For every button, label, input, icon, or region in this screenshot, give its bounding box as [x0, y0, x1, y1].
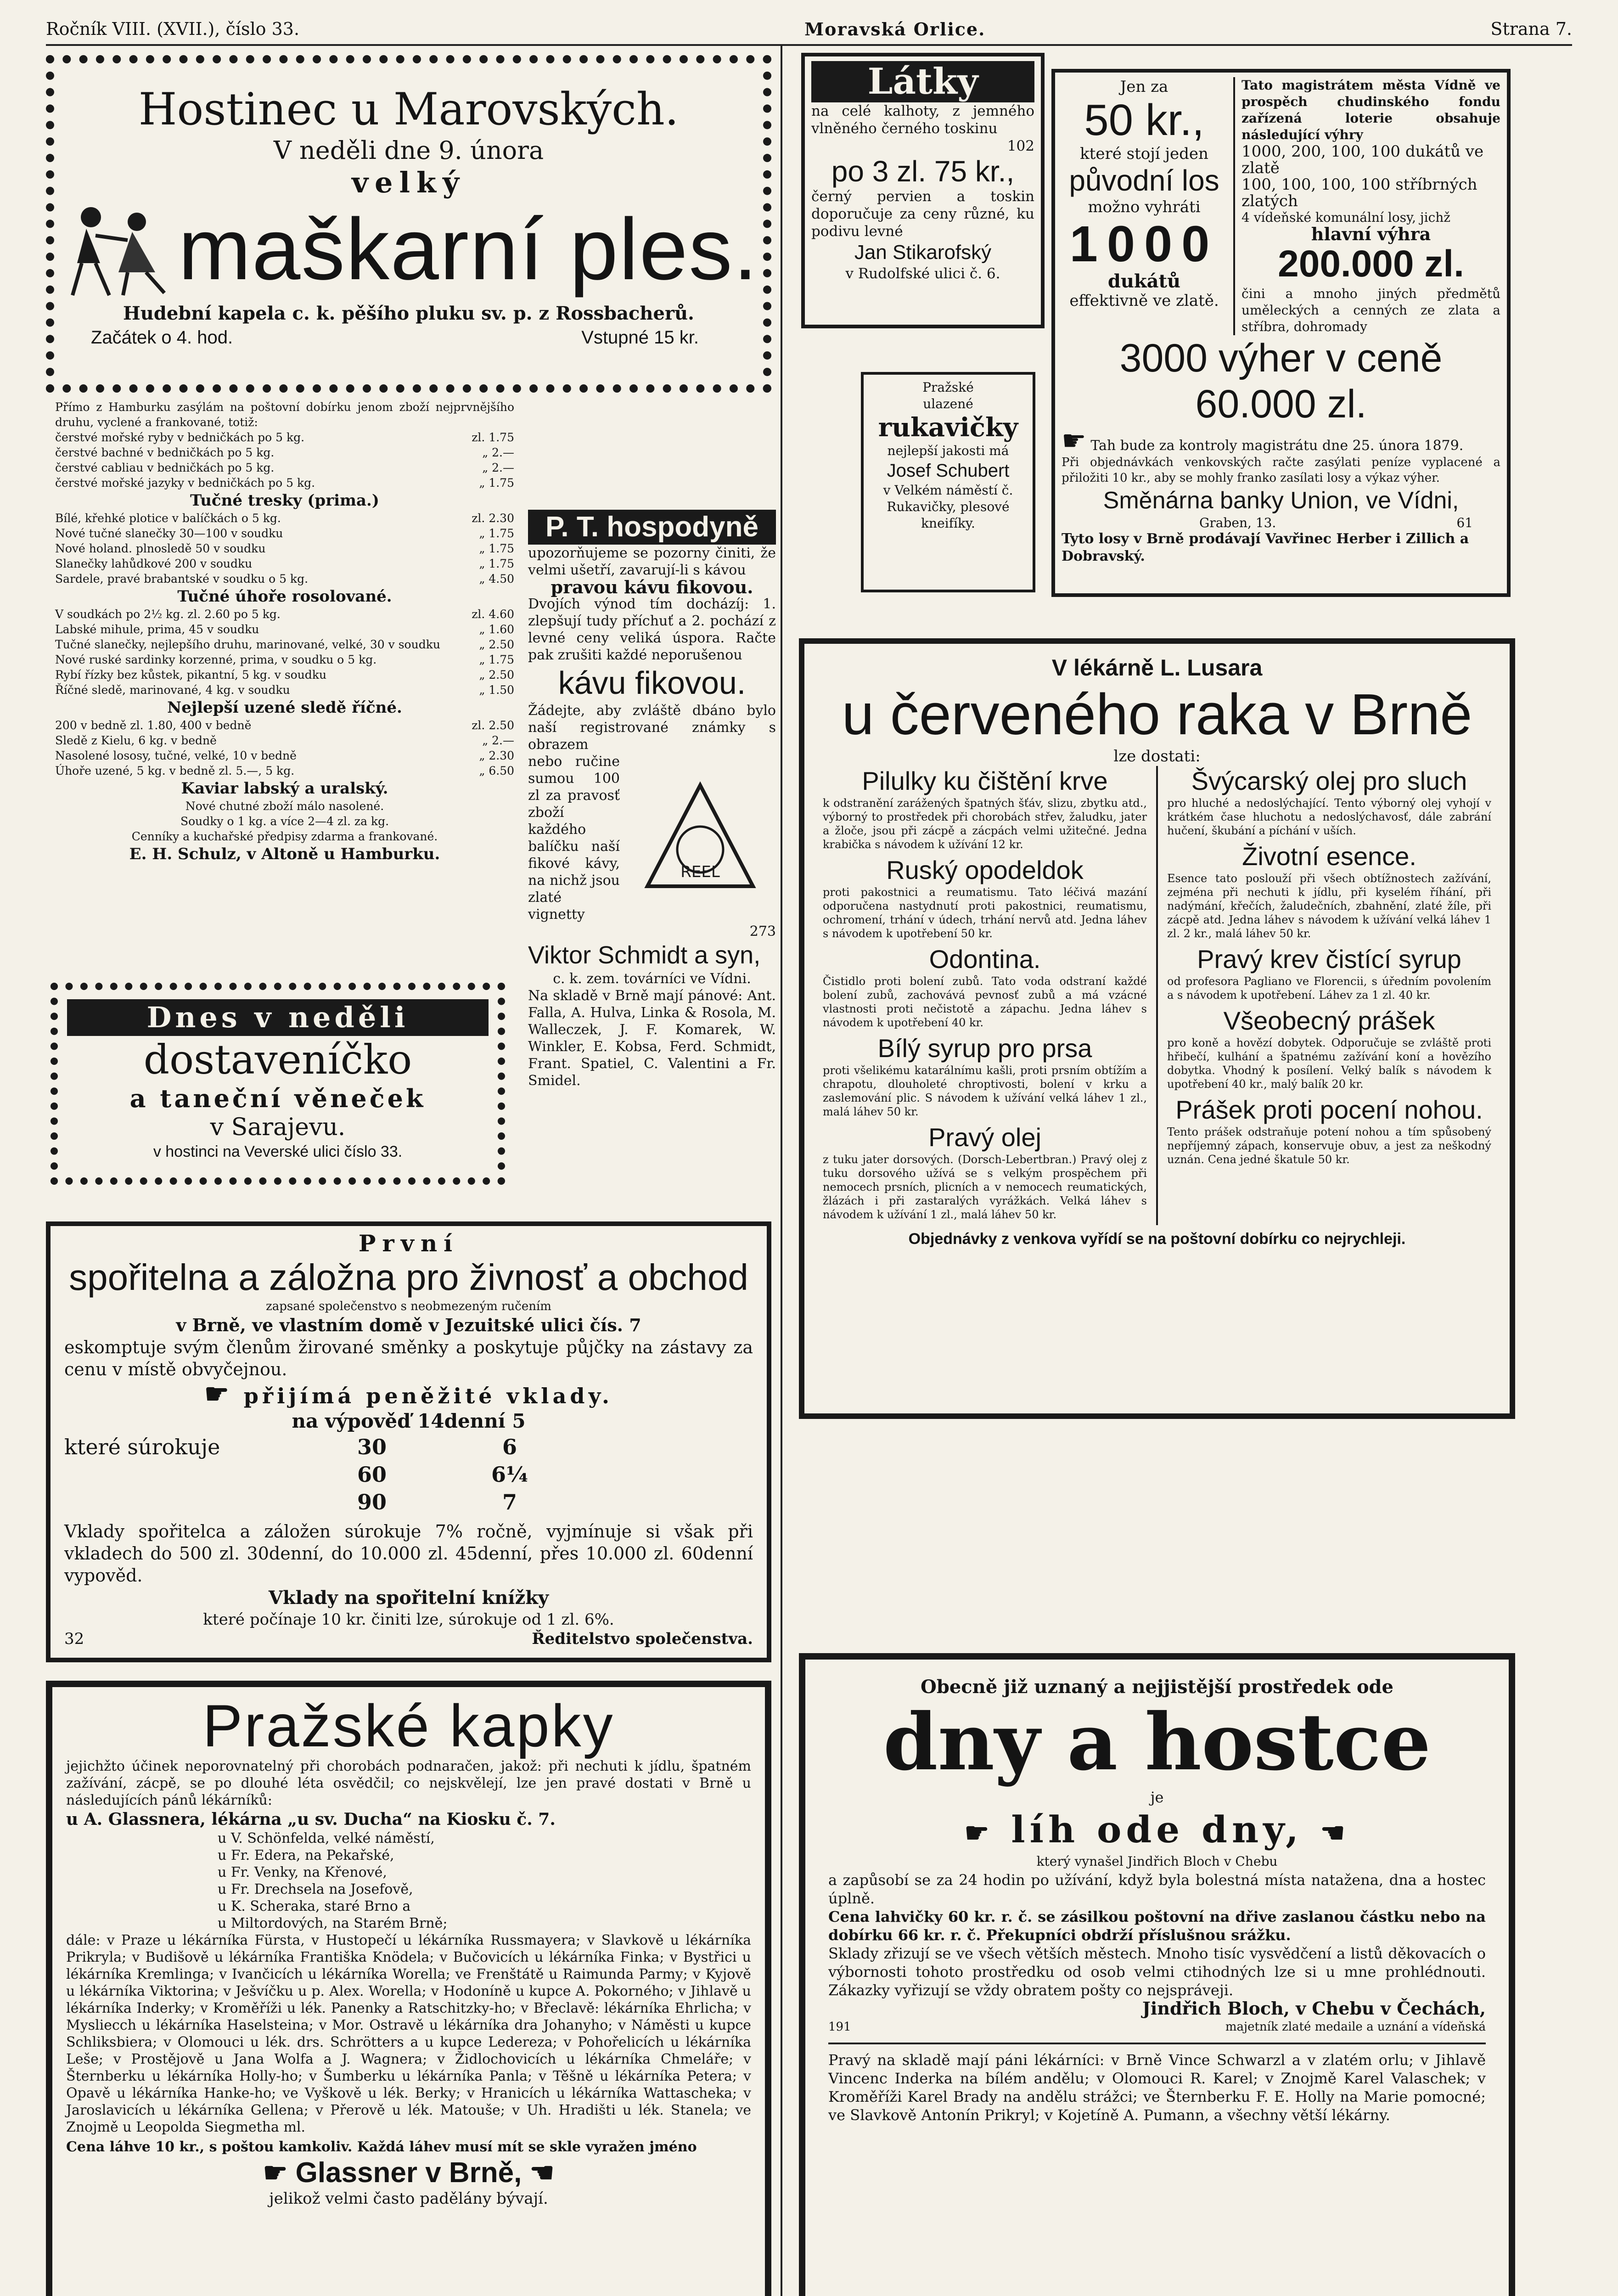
pointing-hand-icon: ☚	[529, 2157, 555, 2188]
ad-line: je	[1150, 1789, 1164, 1806]
remedy-text: pro hluché a nedoslýchající. Tento výborný olej vyhojí v krátkém čase hluchotu a nedoslýchavosť, dále zabrání hučení, škubání a píchání v uších.	[1167, 797, 1491, 837]
price-row	[55, 652, 514, 667]
ad-line: kneifíky.	[921, 516, 975, 531]
ad-sarajevo	[51, 983, 505, 1185]
remedy-text: Čistidlo proti bolení zubů. Tato voda odstraní každé bolení zubů, zachovává pevnosť zubů a má vzácné vlastnosti proti nečistotě a zápachu. Jedna láhev s návodem k upotřebení 40 kr.	[823, 975, 1147, 1029]
column-divider	[781, 46, 782, 2296]
item-price: „ 2.50	[479, 638, 514, 651]
stamp-text: REEL	[680, 863, 720, 881]
ad-headline: dny a hostce	[883, 1696, 1431, 1788]
page-number: Strana 7.	[1490, 19, 1572, 39]
remedy-heading: Životní esence.	[1242, 842, 1416, 871]
ad-line: nebo ručine sumou 100 zl za pravosť zboží každého balíčku naší fikové kávy, na nichž jsou zlaté vignetty	[528, 754, 620, 923]
ad-line: v Brně, ve vlastním domě v Jezuitské ulici čís. 7	[176, 1315, 641, 1335]
price-row	[55, 511, 514, 526]
remedy-heading: Pravý olej	[928, 1123, 1041, 1152]
issue-info: Ročník VIII. (XVII.), číslo 33.	[46, 19, 300, 39]
shop-item: u V. Schönfelda, velké náměstí,	[218, 1830, 435, 1846]
price-row	[55, 571, 514, 586]
item-text: čerstvé cabliau v bedničkách po 5 kg.	[55, 461, 275, 474]
ad-address: v Rudolfské ulici č. 6.	[845, 265, 1000, 282]
ad-line: možno vyhráti	[1088, 198, 1201, 216]
item-text: Tučné slanečky, nejlepšího druhu, marinované, velké, 30 v soudku	[55, 638, 440, 651]
item-text: Labské mihule, prima, 45 v soudku	[55, 623, 259, 636]
ad-signature: Ředitelstvo společenstva.	[532, 1630, 753, 1648]
ad-lusar	[799, 638, 1515, 1419]
ad-line: Pražské	[922, 380, 974, 395]
ad-headline: spořitelna a záložna pro živnosť a obchod	[69, 1257, 748, 1298]
item-price: „ 2.30	[479, 749, 514, 762]
rate-pct: 6¼	[491, 1462, 528, 1487]
ad-line: přijímá peněžité vklady.	[243, 1384, 613, 1408]
item-text: Nové tučné slanečky 30—100 v soudku	[55, 527, 283, 540]
rate-pct: 6	[502, 1435, 517, 1459]
ad-line: líh ode dny,	[1011, 1808, 1303, 1851]
item-price: zl. 2.50	[472, 719, 514, 732]
ad-line: které stojí jeden	[1080, 145, 1208, 163]
rate-label: které súrokuje	[64, 1435, 220, 1459]
ad-line: zapsané společenstvo s neobmezeným ručením	[266, 1300, 551, 1313]
divider	[1156, 766, 1158, 1225]
ad-line: Na skladě v Brně mají pánové: Ant. Falla, A. Hulva, Linka & Rosola, M. Walleczek, J. F. Komarek, W. Winkler, E. Kobsa, Ferd. Schmidt, Frant. Spatiel, C. Valentini a Fr. Smidel.	[528, 988, 776, 1089]
ad-signature: E. H. Schulz, v Altoně u Hamburku.	[129, 845, 440, 863]
ad-line: čini a mnoho jiných předmětů uměleckých a cenných ze zlata a stříbra, dohromady	[1242, 286, 1500, 334]
item-price: „ 1.75	[479, 542, 514, 555]
item-text: Sledě z Kielu, 6 kg. v bedně	[55, 734, 217, 747]
item-price: „ 2.—	[482, 446, 514, 459]
ad-line: Rukavičky, plesové	[887, 499, 1010, 514]
item-price: „ 4.50	[479, 572, 514, 585]
ad-line: Tah bude za kontroly magistrátu dne 25. února 1879.	[1090, 438, 1464, 454]
price-row	[55, 460, 514, 475]
ad-line: V neděli dne 9. února	[273, 136, 544, 165]
item-text: čerstvé mořské jazyky v bedničkách po 5 kg.	[55, 476, 315, 490]
item-text: 200 v bedně zl. 1.80, 400 v bedně	[55, 719, 252, 732]
entry-fee: Vstupné 15 kr.	[581, 327, 699, 348]
price-row	[55, 748, 514, 763]
item-text: Slanečky lahůdkové 200 v soudku	[55, 557, 253, 570]
ad-line: Dvojích výnod tím docházíj: 1. zlepšují tudy příchuť a 2. pochází z levné ceny veliká úspora. Račte pak zrušiti každé neporušenou	[528, 596, 776, 663]
pointing-hand-icon: ☛	[263, 2157, 288, 2188]
trademark-emblem-icon	[643, 781, 758, 895]
ad-title: Hostinec u Marovských.	[138, 84, 679, 135]
shop-item: u Fr. Venky, na Křenové,	[218, 1864, 387, 1880]
rate-row	[64, 1488, 753, 1516]
rate-row	[64, 1433, 753, 1461]
ad-marovsky	[46, 55, 771, 393]
ad-signature: Josef Schubert	[887, 461, 1010, 481]
ad-line: Tato magistrátem města Vídně ve prospěch chudinského fondu zařízená loterie obsahuje následující výhry	[1242, 78, 1500, 142]
section-heading: Nejlepší uzené sledě říčné.	[167, 698, 402, 717]
ad-prize: 200.000 zl.	[1278, 243, 1464, 285]
price-row	[55, 445, 514, 460]
ad-line: Vklady spořitelca a záložen súrokuje 7% ročně, vyjmínuje si však při vkladech do 500 zl. 30denní, do 10.000 zl. 45denní, přes 10.000 zl. 60denní vypověd.	[64, 1521, 753, 1586]
price-row	[55, 733, 514, 748]
ad-footer: Objednávky z venkova vyřídí se na poštovní dobírku co nejrychleji.	[908, 1230, 1406, 1248]
item-price: „ 2.50	[479, 668, 514, 681]
item-price: „ 1.75	[479, 653, 514, 666]
ad-headline: maškarní ples.	[178, 201, 758, 298]
ad-headline: 3000 výher v ceně 60.000 zl.	[1119, 336, 1443, 426]
section-heading: Tučné úhoře rosolované.	[177, 587, 392, 606]
ad-line: Cenníky a kuchařské předpisy zdarma a frankované.	[131, 830, 438, 843]
remedy-text: Esence tato poslouží při všech obtížnostech zažívání, zejména při nechuti k jídlu, při kyselém říhání, při nadýmání, křečích, žaludečních, zbahnění, zlaté žíle, při zácpě atd. Jedna láhev s návodem k užívání velká láhev 1 zl. 2 kr., malá láhev 50 kr.	[1167, 872, 1491, 940]
ad-line: Obecně již uznaný a nejjistější prostředek ode	[921, 1676, 1393, 1698]
price-row	[55, 526, 514, 541]
remedy-heading: Pravý krev čistící syrup	[1197, 945, 1461, 974]
ad-main-shop: u A. Glassnera, lékárna „u sv. Ducha“ na Kiosku č. 7.	[66, 1810, 556, 1829]
item-text: Sardele, pravé brabantské v soudku o 5 kg.	[55, 572, 309, 585]
ad-line: Sklady zřizují se ve všech větších městech. Mnoho tisíc vysvědčení a listů děkovacích o výbornosti tohoto prostředku od osob velmi ctihodných lze si u mne prohlédnouti. Zákazky vyřizují se vždy obratem pošty co nejspráveji.	[828, 1945, 1486, 1999]
item-text: čerstvé bachné v bedničkách po 5 kg.	[55, 446, 275, 459]
item-price: zl. 2.30	[472, 512, 514, 525]
ad-line: a zapůsobí se za 24 hodin po užívání, když byla bolestná místa natažena, dna a hostec úplně.	[828, 1871, 1486, 1907]
item-price: „ 2.—	[482, 734, 514, 747]
item-text: Nové ruské sardinky korzenné, prima, v soudku o 5 kg.	[55, 653, 377, 666]
rate-days: 90	[357, 1490, 387, 1514]
ad-line: na výpověď 14denní 5	[292, 1410, 526, 1432]
ad-schulz	[55, 400, 514, 969]
ad-line: eskomptuje svým členům žirované směnky a poskytuje půjčky na zástavy za cenu v místě obvyčejnou.	[64, 1337, 753, 1379]
ad-price: 50 kr.,	[1084, 96, 1204, 145]
price-row	[55, 667, 514, 682]
price-row	[55, 682, 514, 698]
ad-signature: Jindřich Bloch, v Chebu v Čechách,	[1142, 1998, 1486, 2019]
ad-line: černý pervien a toskin doporučuje za ceny různé, ku podivu levné	[811, 188, 1034, 240]
ad-line: v Velkém náměstí č.	[883, 483, 1013, 498]
ad-line: na celé kalhoty, z jemného vlněného černého toskinu	[811, 103, 1034, 137]
price-row	[55, 475, 514, 490]
ad-signature: Směnárna banky Union, ve Vídni,	[1103, 487, 1459, 514]
rate-pct: 7	[502, 1490, 517, 1514]
remedy-text: proti všelikému katarálnímu kašli, proti prsním obtížím a chrapotu, dlouholeté chroptivosti, bolení v krku a zaslemování plic. S návodem k užívání velká láhev 1 zl., malá láhev 50 kr.	[823, 1064, 1147, 1118]
ad-line: Cena lahvičky 60 kr. r. č. se zásilkou poštovní na dřive zaslanou částku nebo na dobírku 66 kr. r. č. Překupníci obdrží příslušnou srážku.	[828, 1908, 1486, 1944]
ad-line: které počínaje 10 kr. činiti lze, súrokuje od 1 zl. 6%.	[203, 1610, 614, 1629]
ad-sporitelna	[46, 1221, 771, 1662]
ad-intro: Přímo z Hamburku zasýlám na poštovní dobírku jenom zboží nejprvnějšího druhu, vyclené a frankované, totiž:	[55, 400, 514, 429]
shop-item: u K. Scheraka, staré Brno a	[218, 1898, 411, 1914]
ad-number: 102	[1007, 138, 1034, 154]
rate-days: 60	[357, 1462, 387, 1487]
item-price: „ 1.75	[479, 476, 514, 490]
ad-line: lze dostati:	[1113, 747, 1201, 765]
ad-line: Jen za	[1120, 78, 1169, 96]
divider	[828, 2043, 1486, 2044]
ad-bloch	[799, 1653, 1515, 2296]
remedy-heading: Odontina.	[929, 945, 1041, 974]
item-text: Úhoře uzené, 5 kg. v bedně zl. 5.—, 5 kg.	[55, 764, 295, 777]
remedy-text: Tento prášek odstraňuje potení nohou a tím spůsobený nepříjemný zápach, konservuje obuv, a jest za neškodný uznán. Cena jedné škatule 50 kr.	[1167, 1125, 1491, 1166]
ad-los	[1051, 69, 1511, 597]
ad-intro: jejichžto účinek neporovnatelný při chorobách podnaračen, jakož: při nechuti k jídlu, špatném zažívání, zácpě, se po dlouhé léta osvědčil; co nejskvělejí, lze jen pravé dostati v Brně u následujících pánů lékárníků:	[66, 1758, 751, 1808]
price-row	[55, 622, 514, 637]
item-text: Rybí řízky bez kůstek, pikantní, 5 kg. v soudku	[55, 668, 327, 681]
item-price: „ 1.60	[479, 623, 514, 636]
remedy-heading: Švýcarský olej pro sluch	[1191, 766, 1467, 795]
rate-label	[64, 1488, 257, 1516]
item-text: V soudkách po 2½ kg. zl. 2.60 po 5 kg.	[55, 608, 281, 621]
ad-body: dále: v Praze u lékárníka Fürsta, v Hustopečí u lékárníka Russmayera; v Slavkově u lékárníka Prikryla; v Budišově u lékárníka Františka Knödela; v Bučovicích u lékárníka Finka; v Bystřici u lékárníka Kremlinga; v Ivančicích u lékárníka Worella; ve Frenštátě u Raimunda Parmy; v Kyjově u lékárníka Viktorina; v Ješvíčku u p. Alex. Worella; v Hodoníně u kupce A. Pokorného; v Jihlavě u lékárníka Inderky; v Kroměříži u lék. Panenky a Ratschitzky-ho; v Břeclavě: lékárníka Ehrlicha; v Mysliecch u lékárníka Haselsteina; v Mor. Ostravě u lékárníka dra Johanyho; v Náměsti u kupce Schliksbiera; v Olomouci u lék. drs. Schrötters a u kupce Ledereza; v Pohořelicích u lékárníka Leše; v Prostějově u Jana Wolfa a J. Wagnera; v Židlochovicích u lékárníka Chmeláře; v Šternberku u lékárníka Holly-ho; v Šumberku u lékárníka Panla; v Těšně u lékárníka Petera; v Opavě u lékárníka Hanke-ho; ve Vyškově u lék. Berky; v Hranicích u lékárníka Wattascheka; v Jaroslavicích u lékárníka Gellena; v Přerově u lék. Matouše; v Uh. Hradišti u lék. Stanela; ve Znojmě u Leopolda Siegmetha ml.	[66, 1932, 751, 2135]
ad-price: Cena láhve 10 kr., s poštou kamkoliv. Každá láhev musí mít se skle vyražen jméno	[66, 2139, 697, 2155]
dancers-illustration-icon	[59, 199, 178, 300]
ad-line: 4 vídeňské komunální losy, jichž	[1242, 210, 1450, 225]
remedy-heading: Prášek proti pocení nohou.	[1175, 1095, 1483, 1124]
ad-line: V lékárně L. Lusara	[1051, 655, 1263, 681]
ad-price: po 3 zl. 75 kr.,	[831, 155, 1015, 188]
pointing-hand-icon: ☛	[964, 1817, 994, 1849]
item-text: Říčné sledě, marinované, 4 kg. v soudku	[55, 683, 290, 697]
pointing-hand-icon: ☛	[1062, 425, 1086, 457]
ad-hospodyne	[528, 400, 776, 1189]
ad-line: dukátů	[1107, 270, 1181, 292]
price-row	[55, 607, 514, 622]
remedy-text: od profesora Pagliano ve Florencii, s úředním povolením a s návodem k upotřebení. Láhev za 1 zl. 40 kr.	[1167, 975, 1491, 1002]
ad-headline: u červeného raka v Brně	[842, 682, 1472, 747]
ad-prize: 1000	[1069, 216, 1219, 272]
section-heading: Kaviar labský a uralský.	[181, 779, 388, 798]
ad-rukavicky	[861, 372, 1035, 592]
shop-item: u Fr. Edera, na Pekařské,	[218, 1847, 394, 1863]
item-price: „ 2.—	[482, 461, 514, 474]
ad-line: a taneční věneček	[129, 1084, 426, 1113]
rate-label	[64, 1461, 257, 1488]
item-price: zl. 4.60	[472, 608, 514, 621]
item-price: „ 6.50	[479, 764, 514, 777]
ad-line: c. k. zem. továrníci ve Vídni.	[553, 971, 751, 987]
rate-days: 30	[357, 1435, 387, 1459]
remedy-text: z tuku jater dorsových. (Dorsch-Lebertbran.) Pravý olej z tuku dorsového užívá se s velkým prospěchem při nemocech prsních, plicních a v nemocech reumatických, žlázách i při zastaralých vyrážkách. Velká láhev s návodem k užívání 1 zl., malá láhev 50 kr.	[823, 1153, 1147, 1221]
item-price: „ 1.75	[479, 527, 514, 540]
ad-line: upozorňujeme se pozorny činiti, že velmi ušetří, zavarují-li s kávou	[528, 545, 776, 578]
ad-number: 191	[828, 2020, 851, 2034]
price-row	[55, 763, 514, 778]
remedy-heading: Pilulky ku čištění krve	[862, 766, 1108, 795]
item-price: „ 1.50	[479, 683, 514, 697]
ad-headline: rukavičky	[878, 412, 1018, 443]
ad-headline: Látky	[811, 61, 1034, 102]
rate-row	[64, 1461, 753, 1488]
ad-number: 32	[64, 1630, 84, 1648]
price-row	[55, 718, 514, 733]
ad-address: Graben, 13.	[1199, 515, 1276, 530]
item-text: Bílé, křehké plotice v balíčkách o 5 kg.	[55, 512, 281, 525]
shop-item: u Miltordových, na Starém Brně;	[218, 1915, 448, 1931]
pointing-hand-icon: ☚	[1320, 1817, 1350, 1849]
ad-line: majetník zlaté medaile a uznání a vídeňská	[1225, 2020, 1486, 2034]
ad-line: Soudky o 1 kg. a více 2—4 zl. za kg.	[180, 815, 389, 828]
ad-headline: P. T. hospodyně	[528, 510, 776, 545]
ad-line: Žádejte, aby zvláště dbáno bylo naší registrované známky s obrazem	[528, 703, 776, 753]
remedy-text: pro koně a hovězí dobytek. Odporučuje se zvláště proti hřibečí, kulhání a špatnému zažívání koní a hovězího dobytka. Vhodný k posílení. Velký balík s návodem k upotřebení 40 kr., malý balík 20 kr.	[1167, 1036, 1491, 1091]
ad-line: Pravý na skladě mají páni lékárníci: v Brně Vince Schwarzl a v zlatém orlu; v Jihlavě Vincenc Inderka na bílém andělu; v Olomouci R. Karel; v Znojmě Karel Valaschek; v Kroměříži Karel Brady na andělu strážci; ve Šternberku F. E. Holly na Marie pomocné; ve Slavkově Antonín Prikryl; v Kojetíně A. Pumann, a všechny větší lékárny.	[828, 2051, 1486, 2124]
section-heading: Tučné tresky (prima.)	[190, 491, 379, 510]
ad-line: který vynašel Jindřich Bloch v Chebu	[1036, 1854, 1278, 1869]
item-text: Nové holand. plnosledě 50 v soudku	[55, 542, 266, 555]
ad-line: ulazené	[923, 396, 973, 411]
price-row	[55, 637, 514, 652]
start-time: Začátek o 4. hod.	[91, 327, 233, 348]
remedy-text: k odstranění zarážených špatných šťáv, slizu, zbytku atd., výborný to prostředek při chorobách střev, žaludku, jater a žloče, jsou při zácpě a zácpách velmi užitečné. Jedna krabička s návodem k užívání 12 kr.	[823, 797, 1147, 851]
price-list	[55, 430, 514, 864]
ad-signature: Jan Stikarofský	[854, 241, 992, 264]
price-row	[55, 430, 514, 445]
remedy-heading: Bílý syrup pro prsa	[877, 1034, 1092, 1063]
ad-line: První	[358, 1230, 459, 1257]
price-row	[55, 541, 514, 556]
shop-list	[66, 1830, 751, 1932]
shop-item: u Fr. Drechsela na Josefově,	[218, 1881, 413, 1897]
ad-line: Nové chutné zboží málo nasolené.	[185, 799, 384, 813]
rates-table	[64, 1433, 753, 1516]
ad-headline: Dnes v neděli	[67, 999, 489, 1036]
page-header	[46, 14, 1572, 46]
ad-line: nejlepší jakosti má	[887, 443, 1009, 458]
ad-number: 61	[1456, 515, 1473, 530]
remedies-left	[823, 766, 1147, 1225]
ad-address: v hostinci na Veverské ulici číslo 33.	[153, 1143, 403, 1160]
remedy-text: proti pakostnici a reumatismu. Tato léčivá mazání odporučena nastydnutí proti pakostnici, reumatismu, ochromení, trhání v údech, trhání nervů atd. Jedna láhev s návodem k upotřebení 50 kr.	[823, 886, 1147, 940]
ad-line: Vklady na spořitelní knížky	[268, 1587, 549, 1609]
ad-line: v Sarajevu.	[210, 1114, 346, 1141]
pointing-hand-icon: ☛	[204, 1378, 233, 1410]
remedies-right	[1167, 766, 1491, 1225]
ad-line: dostaveníčko	[143, 1036, 412, 1083]
ad-signature: Viktor Schmidt a syn,	[528, 941, 761, 969]
ad-line: effektivně ve zlatě.	[1069, 292, 1219, 310]
price-row	[55, 556, 514, 571]
ad-line: pravou kávu fikovou.	[551, 577, 753, 597]
ad-number: 273	[749, 923, 776, 940]
ad-line: 1000, 200, 100, 100 dukátů ve zlatě	[1242, 142, 1484, 177]
ad-latky	[801, 53, 1045, 328]
ad-line: 100, 100, 100, 100 stříbrných zlatých	[1242, 175, 1478, 210]
remedy-heading: Všeobecný prášek	[1223, 1006, 1435, 1035]
ad-line: Hudební kapela c. k. pěšího pluku sv. p. z Rossbacherů.	[123, 303, 694, 324]
ad-line: Při objednávkách venkovských račte zasýlati peníze vyplacené a přiložiti 10 kr., aby se mohly franko zasílati losy a výkaz výher.	[1062, 456, 1500, 485]
ad-line: původní los	[1069, 164, 1219, 197]
ad-headline: Pražské kapky	[202, 1692, 615, 1759]
remedy-heading: Ruský opodeldok	[886, 855, 1084, 884]
ad-line: velký	[351, 166, 466, 199]
item-text: čerstvé mořské ryby v bedničkách po 5 kg.	[55, 431, 305, 444]
ad-signature: Glassner v Brně,	[295, 2157, 522, 2189]
ad-footer: jelikož velmi často padělány bývají.	[269, 2189, 548, 2208]
item-text: Nasolené lososy, tučné, velké, 10 v bedně	[55, 749, 297, 762]
item-price: zl. 1.75	[472, 431, 514, 444]
newspaper-title: Moravská Orlice.	[804, 18, 986, 39]
ad-line: kávu fikovou.	[558, 665, 746, 701]
ad-prazske-kapky	[46, 1681, 771, 2296]
item-price: „ 1.75	[479, 557, 514, 570]
ad-line: Tyto losy v Brně prodávají Vavřinec Herber i Zillich a Dobravský.	[1062, 531, 1469, 564]
ad-line: hlavní výhra	[1311, 224, 1431, 244]
